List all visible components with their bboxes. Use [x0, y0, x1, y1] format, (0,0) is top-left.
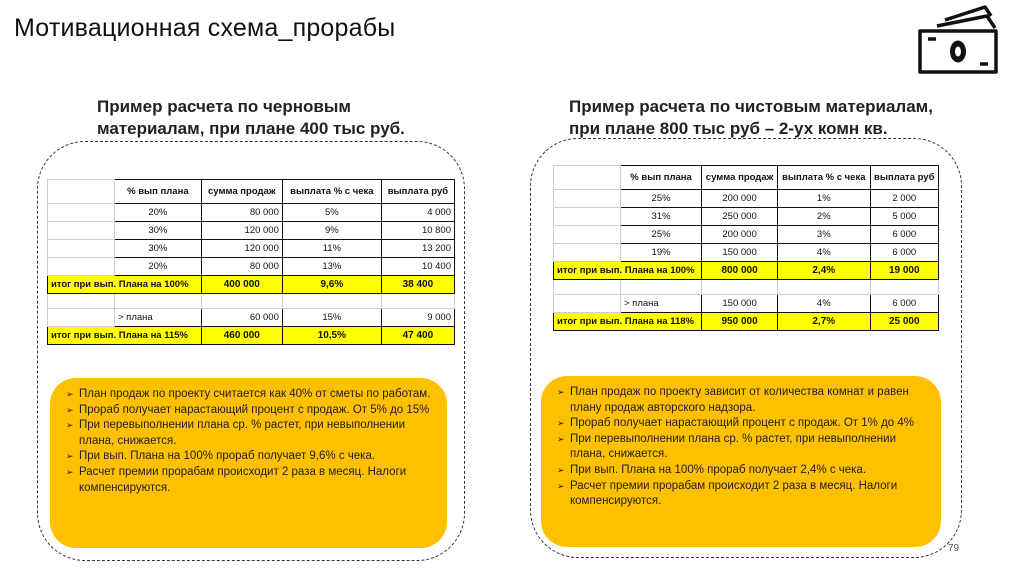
right-panel-title: [569, 96, 933, 140]
total-cell: 2,4%: [778, 262, 871, 280]
table-cell: 10 400: [381, 258, 454, 276]
table-cell: 25%: [621, 226, 702, 244]
right-title-line1: Пример расчета по чистовым материалам,: [569, 97, 933, 116]
table-row: [48, 222, 455, 240]
table-cell: 5 000: [870, 208, 938, 226]
total-cell: 950 000: [702, 313, 778, 331]
table-cell: 11%: [282, 240, 381, 258]
note-item: ➢ При вып. Плана на 100% прораб получает 2,4% с чека.: [557, 463, 927, 479]
total-row: [48, 327, 455, 345]
money-banknote-icon: [915, 4, 1001, 76]
arrow-bullet-icon: ➢: [66, 451, 74, 462]
table-cell: 4 000: [381, 204, 454, 222]
table-cell: 120 000: [201, 222, 282, 240]
table-cell: 6 000: [870, 295, 938, 313]
table-cell: 80 000: [201, 258, 282, 276]
table-cell: 5%: [282, 204, 381, 222]
table-cell: > плана: [621, 295, 702, 313]
table-cell: 25%: [621, 190, 702, 208]
total-cell: 460 000: [201, 327, 282, 345]
total-cell: 10,5%: [282, 327, 381, 345]
left-table: [47, 179, 455, 345]
right-table: [553, 165, 939, 331]
table-cell: 200 000: [702, 190, 778, 208]
table-cell: 31%: [621, 208, 702, 226]
table-cell: 9 000: [381, 309, 454, 327]
total-cell: 9,6%: [282, 276, 381, 294]
table-row: [554, 244, 939, 262]
arrow-bullet-icon: ➢: [557, 418, 565, 429]
total-label: итог при вып. Плана на 115%: [48, 327, 202, 345]
total-label: итог при вып. Плана на 118%: [554, 313, 702, 331]
header-cell: выплата % с чека: [282, 180, 381, 204]
arrow-bullet-icon: ➢: [66, 420, 74, 431]
left-title-line1: Пример расчета по черновым: [97, 97, 351, 116]
table-cell: 4%: [778, 295, 871, 313]
note-item: ➢ Прораб получает нарастающий процент с продаж. От 1% до 4%: [557, 416, 927, 432]
table-cell: 4%: [778, 244, 871, 262]
table-cell: 30%: [115, 240, 202, 258]
table-cell: 9%: [282, 222, 381, 240]
table-cell: 80 000: [201, 204, 282, 222]
left-panel-title: [97, 96, 405, 140]
table-cell: 13%: [282, 258, 381, 276]
table-cell: 20%: [115, 258, 202, 276]
table-cell: 6 000: [870, 226, 938, 244]
note-item: ➢ При перевыполнении плана ср. % растет, при невыполнении плана, снижается.: [66, 419, 405, 447]
header-cell: % вып плана: [621, 166, 702, 190]
table-cell: 19%: [621, 244, 702, 262]
table-cell: 150 000: [702, 244, 778, 262]
table-cell: 60 000: [201, 309, 282, 327]
table-row: [554, 295, 939, 313]
header-cell: сумма продаж: [201, 180, 282, 204]
note-item: ➢ При вып. Плана на 100% прораб получает 9,6% с чека.: [66, 449, 433, 465]
total-cell: 47 400: [381, 327, 454, 345]
note-item: ➢ Расчет премии прорабам происходит 2 раза в месяц. Налоги компенсируются.: [66, 465, 407, 494]
table-cell: 2%: [778, 208, 871, 226]
right-title-line2: при плане 800 тыс руб – 2-ух комн кв.: [569, 119, 888, 138]
total-row: [554, 313, 939, 331]
table-row: [48, 258, 455, 276]
note-item: ➢ Прораб получает нарастающий процент с продаж. От 5% до 15%: [66, 403, 433, 419]
note-item: ➢ Расчет премии прорабам происходит 2 раза в месяц. Налоги компенсируются.: [557, 479, 898, 508]
note-item: ➢ При перевыполнении плана ср. % растет, при невыполнении плана, снижается.: [557, 432, 896, 461]
arrow-bullet-icon: ➢: [557, 433, 565, 444]
arrow-bullet-icon: ➢: [66, 404, 74, 415]
table-cell: 2 000: [870, 190, 938, 208]
total-cell: 19 000: [870, 262, 938, 280]
table-cell: 13 200: [381, 240, 454, 258]
arrow-bullet-icon: ➢: [66, 389, 74, 399]
table-row: [48, 240, 455, 258]
table-cell: 10 800: [381, 222, 454, 240]
total-label: итог при вып. Плана на 100%: [554, 262, 702, 280]
left-title-line2: материалам, при плане 400 тыс руб.: [97, 119, 405, 138]
total-cell: 38 400: [381, 276, 454, 294]
table-row: [554, 190, 939, 208]
table-cell: 150 000: [702, 295, 778, 313]
table-cell: 30%: [115, 222, 202, 240]
table-cell: 3%: [778, 226, 871, 244]
note-item: ➢ План продаж по проекту считается как 40% от сметы по работам.: [66, 387, 433, 403]
slide-title: Мотивационная схема_прорабы: [14, 14, 396, 42]
table-row: [48, 309, 455, 327]
header-cell: выплата руб: [381, 180, 454, 204]
total-row: [554, 262, 939, 280]
header-cell: выплата % с чека: [778, 166, 871, 190]
table-cell: > плана: [115, 309, 202, 327]
right-notes-box: [541, 376, 941, 547]
total-cell: 800 000: [702, 262, 778, 280]
total-row: [48, 276, 455, 294]
table-cell: 120 000: [201, 240, 282, 258]
total-cell: 400 000: [201, 276, 282, 294]
total-cell: 25 000: [870, 313, 938, 331]
total-label: итог при вып. Плана на 100%: [48, 276, 202, 294]
arrow-bullet-icon: ➢: [66, 466, 74, 477]
note-item: ➢ План продаж по проекту зависит от количества комнат и равен плану продаж авторского надзора.: [557, 386, 909, 414]
table-row: [554, 226, 939, 244]
arrow-bullet-icon: ➢: [557, 387, 565, 397]
table-row: [554, 208, 939, 226]
table-cell: 6 000: [870, 244, 938, 262]
table-cell: 1%: [778, 190, 871, 208]
header-cell: сумма продаж: [702, 166, 778, 190]
arrow-bullet-icon: ➢: [557, 480, 565, 491]
table-cell: 15%: [282, 309, 381, 327]
table-row: [48, 204, 455, 222]
table-cell: 20%: [115, 204, 202, 222]
header-cell: % вып плана: [115, 180, 202, 204]
table-cell: 250 000: [702, 208, 778, 226]
total-cell: 2,7%: [778, 313, 871, 331]
left-notes-box: [50, 378, 447, 548]
table-cell: 200 000: [702, 226, 778, 244]
page-number: 79: [948, 543, 960, 554]
arrow-bullet-icon: ➢: [557, 464, 565, 475]
header-cell: выплата руб: [870, 166, 938, 190]
